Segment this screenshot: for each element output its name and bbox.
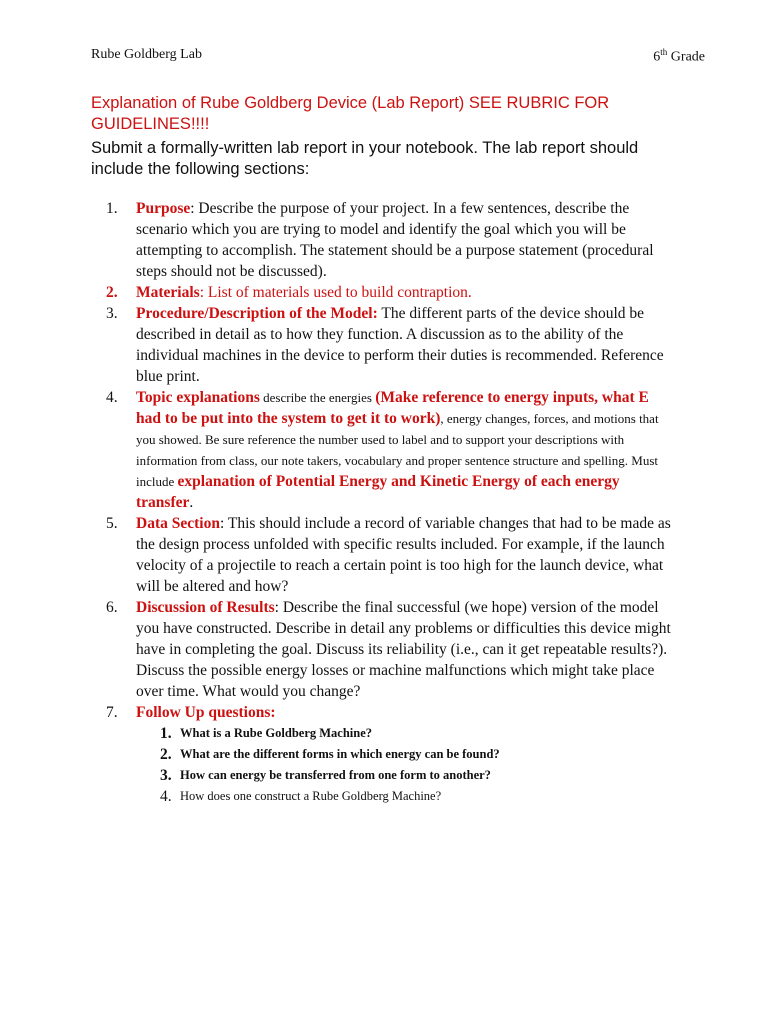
header-grade: 6th Grade [653, 47, 705, 65]
sections-list [106, 198, 676, 807]
item-label: Data Section [136, 515, 220, 532]
item-label: Follow Up questions: [136, 704, 276, 721]
followup-question: 3. How can energy be transferred from one form to another? [160, 767, 491, 784]
list-item-purpose: 1. Purpose: Describe the purpose of your project. In a few sentences, describe the scenario which you are trying to model and identify the goal which you will be attempting to accomplish. The statement should be a purpose statement (procedural steps should not be discussed). [106, 200, 654, 280]
intro-paragraph: Submit a formally-written lab report in your notebook. The lab report should include the following sections: [91, 139, 639, 178]
followup-question: 4. How does one construct a Rube Goldberg Machine? [160, 788, 442, 805]
item-label: Materials [136, 284, 200, 301]
item-label: Purpose [136, 200, 191, 217]
list-item-followup: 7. Follow Up questions: 1. What is a Rube Goldberg Machine? 2. What are the different forms in which energy can be found? 3. How can energy be transferred from one form to another? 4. How does one construct a Rube Goldberg Machine? [106, 702, 676, 807]
page-header [91, 47, 705, 66]
item-label: Procedure/Description of the Model: [136, 305, 378, 322]
header-course: Rube Goldberg Lab [91, 47, 202, 62]
item-label: Discussion of Results [136, 599, 275, 616]
list-item-discussion: 6. Discussion of Results: Describe the final successful (we hope) version of the model you have constructed. Describe in detail any problems or difficulties this device might have in completing the goal. Discuss its reliability (i.e., can it get repeatable results?). Discuss the possible energy losses or machine malfunctions which might take place over time. What would you change? [106, 599, 671, 700]
followup-questions-list [136, 723, 676, 807]
followup-question: 1. What is a Rube Goldberg Machine? [160, 725, 373, 742]
list-item-procedure: 3. Procedure/Description of the Model: The different parts of the device should be described in detail as to how they function. A discussion as to the ability of the individual machines in the device to perform their duties is recommended. Reference blue print. [106, 305, 664, 385]
followup-question: 2. What are the different forms in which energy can be found? [160, 746, 500, 763]
item-label: Topic explanations [136, 389, 260, 406]
list-item-materials: 2. Materials: List of materials used to build contraption. [106, 284, 472, 301]
list-item-data-section: 5. Data Section: This should include a record of variable changes that had to be made as the design process unfolded with specific results included. For example, if the launch velocity of a projectile to reach a certain point is too high for the launch device, what will be altered and how? [106, 515, 671, 595]
page-title: Explanation of Rube Goldberg Device (Lab Report) SEE RUBRIC FOR GUIDELINES!!!! [91, 94, 610, 133]
list-item-topic-explanations: 4. Topic explanations describe the energies (Make reference to energy inputs, what E had to be put into the system to get it to work), energy changes, forces, and motions that you showed. Be sure reference the number used to label and to support your descriptions with information from class, our note takers, vocabulary and proper sentence structure and spelling. Must include explanation of Potential Energy and Kinetic Energy of each energy transfer. [106, 389, 659, 511]
